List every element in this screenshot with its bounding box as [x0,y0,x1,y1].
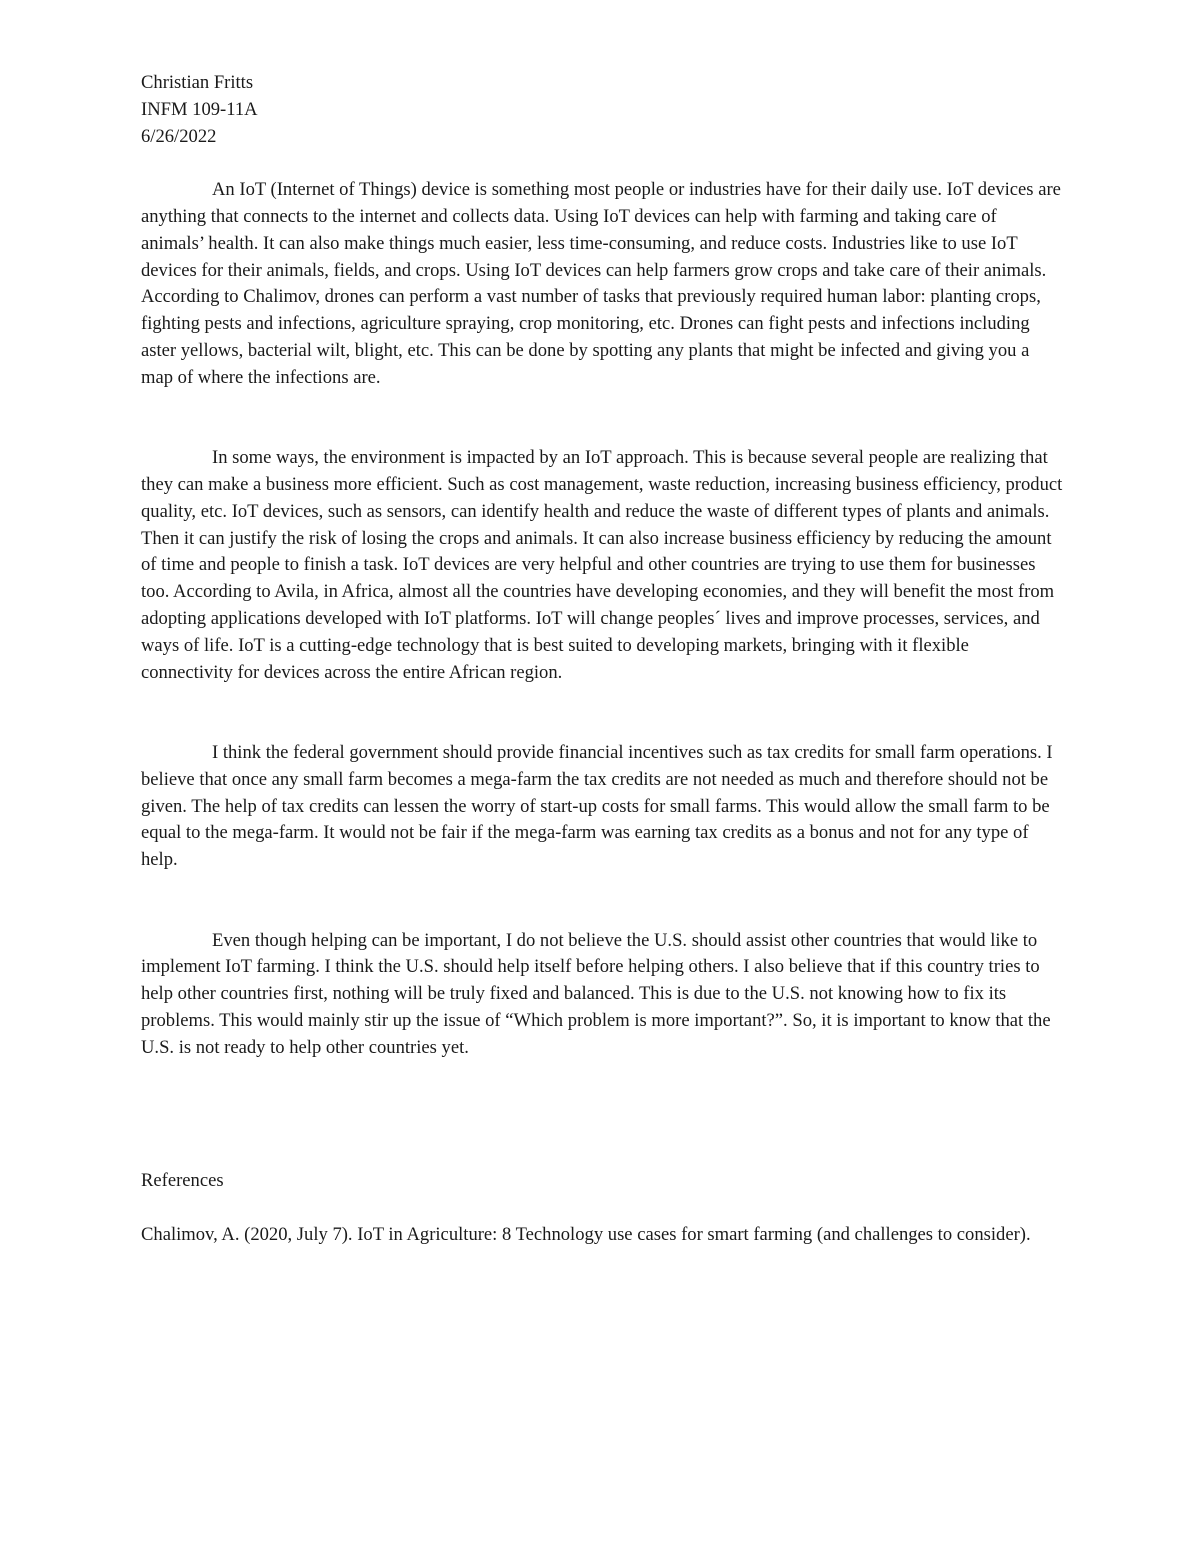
paragraph-1: An IoT (Internet of Things) device is something most people or industries have for their daily use. IoT devices are anything that connects to the internet and collects data. Using IoT devices can help with farming and taking care of animals’ health. It can also make things much easier, less time-consuming, and reduce costs. Industries like to use IoT devices for their animals, fields, and crops. Using IoT devices can help farmers grow crops and take care of their animals. According to Chalimov, drones can perform a vast number of tasks that previously required human labor: planting crops, fighting pests and infections, agriculture spraying, crop monitoring, etc. Drones can fight pests and infections including aster yellows, bacterial wilt, blight, etc. This can be done by spotting any plants that might be infected and giving you a map of where the infections are. [141,179,1061,388]
course-code: INFM 109-11A [141,98,258,120]
reference-entry: Chalimov, A. (2020, July 7). IoT in Agriculture: 8 Technology use cases for smart farming (and challenges to consider). [141,1224,1031,1246]
author-name: Christian Fritts [141,72,254,93]
document-header [141,70,1063,150]
paragraph-spacer [141,392,1063,446]
paragraph-4: Even though helping can be important, I do not believe the U.S. should assist other countries that would like to implement IoT farming. I think the U.S. should help itself before helping others. I also believe that if this country tries to help other countries first, nothing will be truly fixed and balanced. This is due to the U.S. not knowing how to fix its problems. This would mainly stir up the issue of “Which problem is more important?”. So, it is important to know that the U.S. is not ready to help other countries yet. [141,929,1051,1058]
references-heading: References [141,1170,224,1192]
references-spacer [141,1061,1063,1168]
paragraph-2: In some ways, the environment is impacted by an IoT approach. This is because several people are realizing that they can make a business more efficient. Such as cost management, waste reduction, increasing business efficiency, product quality, etc. IoT devices, such as sensors, can identify health and reduce the waste of different types of plants and animals. Then it can justify the risk of losing the crops and animals. It can also increase business efficiency by reducing the amount of time and people to finish a task. IoT devices are very helpful and other countries are trying to use them for businesses too. According to Avila, in Africa, almost all the countries have developing economies, and they will benefit the most from adopting applications developed with IoT platforms. IoT will change peoples´ lives and improve processes, services, and ways of life. IoT is a cutting-edge technology that is best suited to developing markets, bringing with it flexible connectivity for devices across the entire African region. [141,447,1063,683]
paragraph-spacer [141,874,1063,928]
document-date: 6/26/2022 [141,125,217,147]
paragraph-spacer [141,686,1063,740]
paragraph-3: I think the federal government should provide financial incentives such as tax credits for small farm operations. I believe that once any small farm becomes a mega-farm the tax credits are not needed as much and therefore should not be given. The help of tax credits can lessen the worry of start-up costs for small farms. This would allow the small farm to be equal to the mega-farm. It would not be fair if the mega-farm was earning tax credits as a bonus and not for any type of help. [141,741,1053,871]
document-page [141,70,1063,1249]
